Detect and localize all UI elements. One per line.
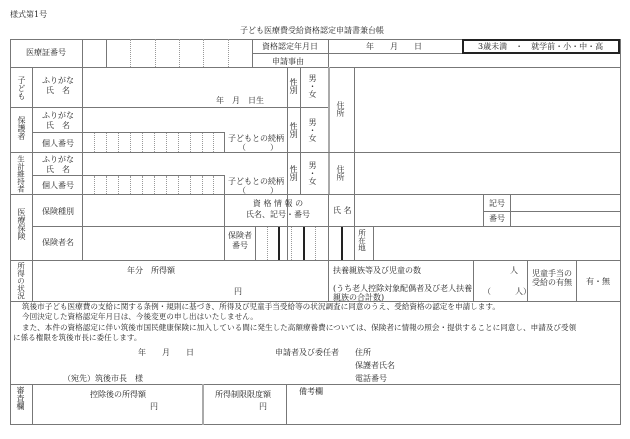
number-input[interactable]: [511, 212, 620, 226]
guardian-name-sign-label: 保護者氏名: [355, 361, 395, 370]
dependents-label: 扶養親族等及び児童の数: [333, 266, 421, 275]
income-after-deduction-yen: 円: [150, 402, 158, 411]
breadwinner-section-label: 生計維持者: [16, 155, 26, 193]
applicant-info-input[interactable]: [400, 346, 615, 384]
phone-label: 電話番号: [355, 374, 387, 383]
child-gender-label: 性別: [289, 78, 298, 94]
address-input[interactable]: [355, 68, 620, 152]
location-input[interactable]: [374, 227, 620, 260]
application-reason-input[interactable]: [329, 54, 620, 67]
guardian-personal-no-input[interactable]: [83, 133, 224, 152]
number-label: 番号: [489, 214, 505, 223]
guardian-gender-label: 性別: [289, 122, 298, 138]
income-input[interactable]: [33, 261, 327, 301]
declaration-line3: また、本件の資格認定に伴い筑後市国民健康保険に加入している間に発生した高額療養費については、保険者に情報の照会・提供することに同意し、申請及び受領: [22, 323, 577, 332]
elderly-note: (うち老人控除対象配偶者及び老人扶養親族の合計数): [333, 284, 473, 303]
child-allowance-options[interactable]: 有・無: [586, 277, 610, 286]
guardian-furigana-label: ふりがな: [42, 111, 74, 120]
insurer-no-label-1: 保険者: [228, 231, 252, 240]
elderly-count[interactable]: （ 人）: [483, 287, 531, 296]
declaration-line4: に係る権限を筑後市長に委任します。: [13, 333, 142, 342]
income-after-deduction-input[interactable]: [33, 385, 201, 425]
addressee: （宛先）筑後市長 様: [63, 374, 143, 383]
income-limit-label: 所得制限限度額: [215, 390, 271, 399]
qualification-info-line2: 氏名、記号・番号: [246, 210, 310, 219]
income-limit-yen: 円: [259, 402, 267, 411]
declaration-line2: 今回決定した資格認定年月日は、今後変更の申し出はいたしません。: [22, 312, 258, 321]
insured-name-label: 氏 名: [333, 206, 352, 215]
symbol-label: 記号: [489, 199, 505, 208]
child-furigana-label: ふりがな: [42, 76, 74, 85]
location-label: 所在地: [357, 229, 367, 252]
applicant-label: 申請者及び委任者: [275, 348, 339, 357]
applicant-address-label: 住所: [355, 348, 371, 357]
insurer-name-label: 保険者名: [42, 238, 74, 247]
year-income-label[interactable]: 年分 所得額: [127, 266, 175, 275]
breadwinner-address-label: 住所: [336, 165, 345, 181]
income-yen: 円: [234, 287, 242, 296]
medical-cert-no-input[interactable]: [83, 40, 251, 67]
form-title: 子ども医療費受給資格認定申請書兼台帳: [240, 26, 384, 35]
medical-cert-no-label: 医療証番号: [26, 48, 66, 57]
guardian-relation-label: 子どもとの続柄: [228, 134, 284, 143]
qualification-date-label: 資格認定年月日: [262, 42, 318, 51]
breadwinner-relation-label: 子どもとの続柄: [228, 177, 284, 186]
breadwinner-relation-input[interactable]: （ ）: [238, 186, 278, 195]
insurer-name-input[interactable]: [83, 227, 224, 260]
declaration-line1: 筑後市子ども医療費の支給に関する条例・規則に基づき、所得及び児童手当受給等の状況調査に同意のうえ、受給資格の認定を申請します。: [22, 302, 500, 311]
insurer-no-input[interactable]: [256, 227, 354, 260]
breadwinner-furigana-label: ふりがな: [42, 155, 74, 164]
dependents-unit[interactable]: 人: [510, 266, 518, 275]
age-category-options: 3歳未満 ・ 就学前・小・中・高: [478, 42, 604, 51]
form-number: 様式第1号: [10, 10, 48, 19]
insured-name-input[interactable]: [355, 195, 483, 226]
insurance-type-label: 保険種別: [42, 207, 74, 216]
guardian-name-label: 氏 名: [46, 121, 70, 130]
breadwinner-address-input[interactable]: [355, 153, 620, 194]
breadwinner-gender-label: 性別: [289, 165, 298, 181]
qualification-info-line1: 資 格 情 報 の: [252, 199, 304, 208]
address-label: 住所: [336, 101, 345, 117]
child-birthdate[interactable]: 年 月 日生: [216, 96, 264, 105]
insurance-section-label: 医療保険: [17, 208, 26, 240]
income-after-deduction-label: 控除後の所得額: [90, 390, 146, 399]
breadwinner-personal-no-input[interactable]: [83, 176, 224, 194]
income-section-label: 所得の状況: [16, 262, 26, 300]
breadwinner-name-label: 氏 名: [46, 165, 70, 174]
guardian-personal-no-label: 個人番号: [42, 139, 74, 148]
symbol-input[interactable]: [511, 195, 620, 211]
insurer-no-label-2: 番号: [232, 241, 248, 250]
breadwinner-name-input[interactable]: [83, 153, 286, 175]
remarks-input[interactable]: [287, 395, 620, 425]
guardian-section-label: 保護者: [17, 116, 26, 140]
income-limit-input[interactable]: [204, 385, 286, 425]
child-name-label: 氏 名: [46, 86, 70, 95]
breadwinner-personal-no-label: 個人番号: [42, 181, 74, 190]
declaration-date[interactable]: 年 月 日: [138, 348, 194, 357]
breadwinner-gender-options[interactable]: 男・女: [308, 161, 317, 185]
review-section-label: 審査欄: [16, 386, 25, 410]
child-allowance-label: 児童手当の受給の有無: [532, 269, 572, 288]
guardian-gender-options[interactable]: 男・女: [308, 118, 317, 142]
guardian-name-input[interactable]: [83, 108, 286, 132]
child-section-label: 子ども: [17, 76, 26, 100]
application-reason-label: 申請事由: [272, 57, 304, 66]
insurance-type-input[interactable]: [83, 195, 224, 226]
guardian-relation-input[interactable]: （ ）: [238, 143, 278, 152]
remarks-label: 備考欄: [299, 387, 323, 396]
qualification-date-value[interactable]: 年 月 日: [366, 42, 422, 51]
child-gender-options[interactable]: 男・女: [308, 74, 317, 98]
